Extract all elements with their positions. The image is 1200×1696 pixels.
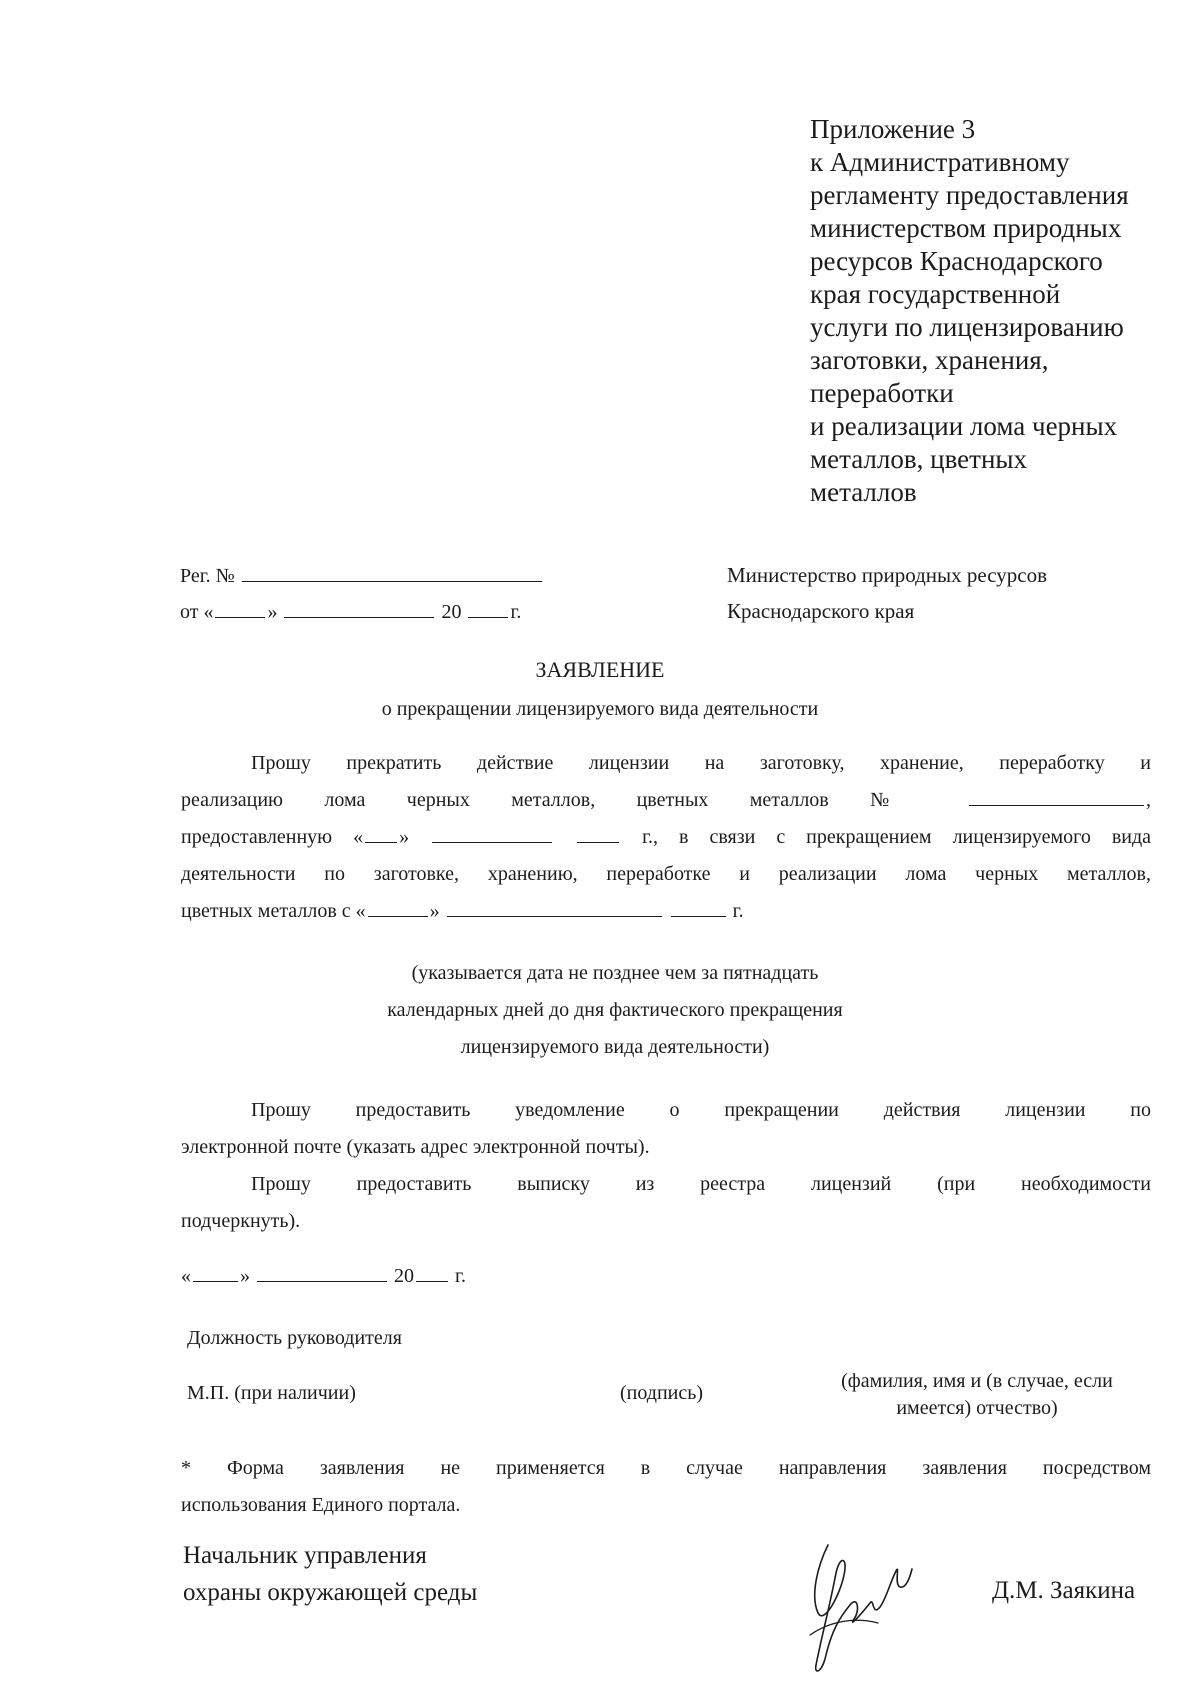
date-note-line-3: лицензируемого вида деятельности) [460,1036,770,1058]
registration-number-label: Рег. № [180,565,235,587]
footnote-line-2: использования Единого портала. [181,1494,461,1516]
license-day-field[interactable] [365,824,397,843]
request-line-1: Прошу прекратить действие лицензии на заготовку, хранение, переработку и [251,752,1151,774]
notification-paragraph [181,1092,1151,1166]
request-line-3-quote: » [399,826,410,848]
signature-year-field[interactable] [416,1263,448,1282]
notification-line-2: электронной почте (указать адрес электронной почты). [181,1136,650,1158]
appendix-line: металлов [810,477,917,507]
appendix-line: к Административному [810,147,1070,177]
registration-year-prefix: 20 [441,601,462,623]
document-subtitle: о прекращении лицензируемого вида деятельности [381,698,819,720]
fullname-label-line-1: (фамилия, имя и (в случае, если [841,1370,1113,1392]
date-note-line-1: (указывается дата не позднее чем за пятнадцать [411,962,819,984]
signature-label: (подпись) [620,1382,704,1404]
registration-month-field[interactable] [284,599,434,618]
footnote [181,1450,1151,1524]
appendix-header [810,113,1180,509]
signature-icon [800,1525,920,1675]
extract-line-1: Прошу предоставить выписку из реестра лицензий (при необходимости [251,1173,1151,1195]
registration-year-suffix: г. [510,601,522,623]
appendix-line: Приложение 3 [810,114,976,144]
appendix-line: ресурсов Краснодарского [810,246,1103,276]
footer-position-line-1: Начальник управления [183,1542,427,1569]
request-line-4: деятельности по заготовке, хранению, переработке и реализации лома черных металлов, [181,863,1151,885]
termination-year-field[interactable] [671,898,726,917]
date-note-line-2: календарных дней до дня фактического прекращения [387,999,843,1021]
appendix-line: и реализации лома черных [810,411,1118,441]
fullname-label-line-2: имеется) отчество) [896,1397,1058,1419]
handwritten-signature [800,1525,920,1680]
registration-date-label: от « [180,601,214,623]
request-line-5-quote: » [429,900,440,922]
document-title: ЗАЯВЛЕНИЕ [535,657,665,682]
signature-date-open: « [181,1265,191,1287]
footnote-line-1: * Форма заявления не применяется в случае направления заявления посредством [181,1457,1151,1479]
registration-number-field[interactable] [242,563,542,582]
stamp-label: М.П. (при наличии) [187,1382,356,1404]
appendix-line: края государственной [810,279,1061,309]
signature-date-close: » [240,1265,250,1287]
termination-month-field[interactable] [447,898,662,917]
request-line-5-tail: г. [732,900,744,922]
request-line-3 [181,819,1151,856]
registration-year-field[interactable] [468,599,508,618]
position-label: Должность руководителя [187,1327,402,1349]
appendix-line: металлов, цветных [810,444,1028,474]
footer-position-line-2: охраны окружающей среды [183,1579,478,1606]
registration-number-row [180,563,544,588]
footer-position [183,1537,477,1611]
signature-year-prefix: 20 [394,1265,414,1287]
addressee-line-2: Краснодарского края [727,599,915,623]
request-line-2-text: реализацию лома черных металлов, цветных металлов № [181,789,926,811]
addressee-line-1: Министерство природных ресурсов [727,563,1048,587]
registration-day-field[interactable] [215,599,265,618]
signer-name: Д.М. Заякина [992,1577,1136,1604]
request-line-3-tail: г., в связи с прекращением лицензируемого вида [642,826,1152,848]
signature-day-field[interactable] [193,1263,238,1282]
signature-year-suffix: г. [455,1265,466,1287]
appendix-line: регламенту предоставления [810,180,1129,210]
signature-date-row [181,1263,466,1288]
request-line-5 [181,893,1151,930]
extract-paragraph [181,1166,1151,1240]
termination-day-field[interactable] [368,898,428,917]
license-number-field[interactable] [969,787,1144,806]
appendix-line: заготовки, хранения, [810,345,1049,375]
signature-month-field[interactable] [257,1263,387,1282]
appendix-line: министерством природных [810,213,1122,243]
request-line-5-text: цветных металлов с « [181,900,366,922]
appendix-line: услуги по лицензированию [810,312,1124,342]
date-note [0,955,1200,1066]
extract-line-2: подчеркнуть). [181,1210,301,1232]
license-month-field[interactable] [432,824,552,843]
notification-line-1: Прошу предоставить уведомление о прекращении действия лицензии по [251,1099,1151,1121]
license-year-field[interactable] [577,824,619,843]
registration-quote-close: » [267,601,278,623]
fullname-label [812,1368,1142,1422]
request-line-2 [181,782,1151,819]
request-line-2-comma: , [1146,789,1151,811]
registration-date-row [180,599,521,624]
request-line-3-text: предоставленную « [181,826,364,848]
request-paragraph [181,745,1151,930]
appendix-line: переработки [810,378,954,408]
